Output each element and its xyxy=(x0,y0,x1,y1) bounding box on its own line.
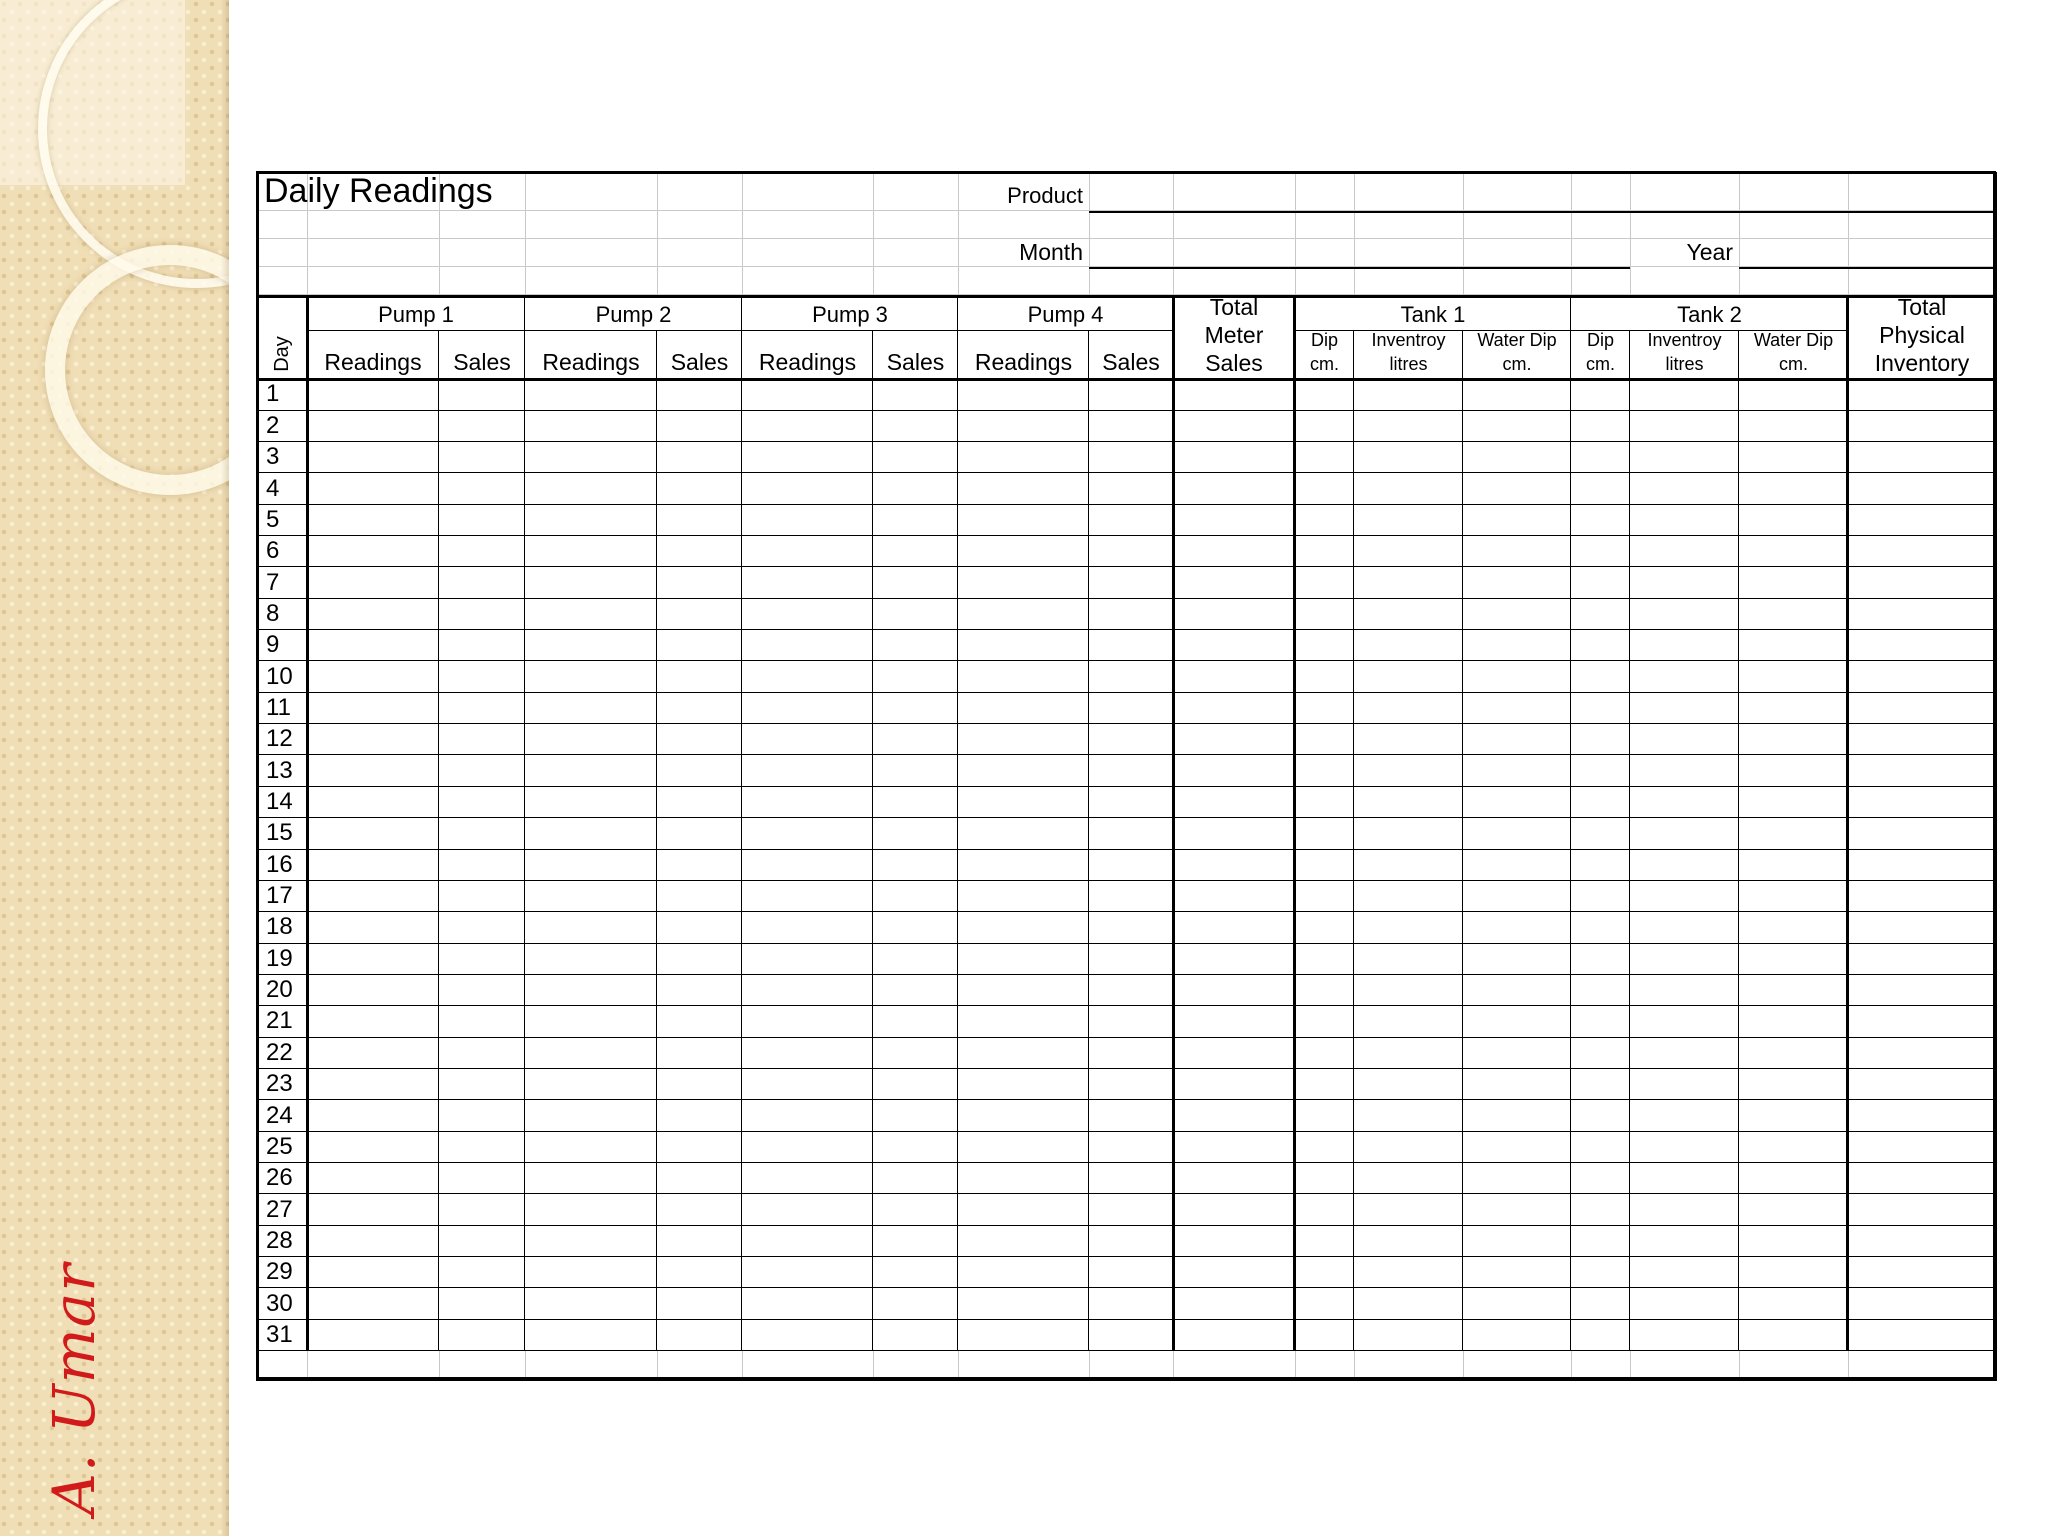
grid-line-light xyxy=(1571,1351,1572,1378)
day-number: 11 xyxy=(266,693,291,721)
form-border-top xyxy=(256,171,1996,174)
row-line xyxy=(256,692,1996,693)
grid-line-light xyxy=(742,1351,743,1378)
pump-2-sales-header: Sales xyxy=(670,349,729,376)
daily-readings-form xyxy=(256,170,1998,1381)
row-line xyxy=(256,441,1996,442)
row-line xyxy=(256,472,1996,473)
day-number: 30 xyxy=(266,1289,293,1317)
grid-line-light xyxy=(439,1351,440,1378)
grid-line-light xyxy=(1630,172,1631,294)
month-label: Month xyxy=(1019,239,1083,266)
row-line xyxy=(256,504,1996,505)
column-line xyxy=(1353,331,1354,1351)
row-line xyxy=(256,629,1996,630)
day-number: 1 xyxy=(266,380,280,408)
day-number: 2 xyxy=(266,411,280,439)
column-line xyxy=(1738,331,1739,1351)
grid-line-light xyxy=(1463,172,1464,294)
grid-line-light xyxy=(1173,172,1174,294)
grid-line-light xyxy=(1354,1351,1355,1378)
day-number: 27 xyxy=(266,1195,293,1223)
column-line xyxy=(1462,331,1463,1351)
decorative-ring-large xyxy=(38,0,229,288)
pump-1-sales-header: Sales xyxy=(453,349,511,376)
day-number: 10 xyxy=(266,662,293,690)
decorative-sidebar xyxy=(0,0,229,1536)
pump-4-sales-header: Sales xyxy=(1102,349,1160,376)
total-meter-sales-header: Sales xyxy=(1205,350,1263,377)
grid-line-light xyxy=(657,1351,658,1378)
tank-1-water-dip-header: cm. xyxy=(1502,354,1532,375)
day-number: 23 xyxy=(266,1070,293,1098)
grid-line-light xyxy=(525,172,526,294)
tank-2-header: Tank 2 xyxy=(1677,301,1742,327)
author-signature: A. Umar xyxy=(40,1263,108,1515)
day-number: 31 xyxy=(266,1320,293,1348)
day-number: 12 xyxy=(266,725,293,753)
column-line xyxy=(872,331,873,1351)
grid-line-light xyxy=(1739,1351,1740,1378)
tank-1-dip-header: Dip xyxy=(1310,330,1338,351)
total-meter-sales-header: Meter xyxy=(1204,322,1264,349)
column-line xyxy=(1629,331,1630,1351)
grid-line-light xyxy=(1848,1351,1849,1378)
day-number: 5 xyxy=(266,505,280,533)
row-line xyxy=(256,1350,1996,1351)
tank-1-header: Tank 1 xyxy=(1400,301,1466,327)
day-number: 7 xyxy=(266,568,280,596)
pump-3-sales-header: Sales xyxy=(886,349,945,376)
grid-line-light xyxy=(307,1351,308,1378)
day-number: 3 xyxy=(266,443,280,471)
row-line xyxy=(256,535,1996,536)
row-line xyxy=(256,1099,1996,1100)
grid-line-light xyxy=(1848,172,1849,294)
row-line xyxy=(256,1319,1996,1320)
row-line xyxy=(256,410,1996,411)
tank-1-dip-header: cm. xyxy=(1310,354,1339,375)
total-physical-inventory-header: Total xyxy=(1897,294,1947,321)
header-bottom-line xyxy=(256,378,1996,381)
day-number: 16 xyxy=(266,850,293,878)
row-line xyxy=(256,786,1996,787)
form-border-bottom xyxy=(256,1377,1996,1381)
row-line xyxy=(256,660,1996,661)
row-line xyxy=(256,911,1996,912)
row-line xyxy=(256,1068,1996,1069)
day-number: 20 xyxy=(266,976,293,1004)
product-label: Product xyxy=(1007,182,1083,208)
row-line xyxy=(256,723,1996,724)
row-line xyxy=(256,1005,1996,1006)
day-number: 18 xyxy=(266,913,293,941)
grid-line-light xyxy=(256,238,1996,239)
column-line xyxy=(1088,331,1089,1351)
form-title: Daily Readings xyxy=(264,172,493,211)
row-line xyxy=(256,1256,1996,1257)
pump-4-readings-header: Readings xyxy=(974,349,1073,376)
pump-4-header: Pump 4 xyxy=(1027,301,1104,327)
row-line xyxy=(256,943,1996,944)
row-line xyxy=(256,598,1996,599)
pump-3-header: Pump 3 xyxy=(812,301,888,327)
day-number: 6 xyxy=(266,537,280,565)
day-number: 24 xyxy=(266,1101,293,1129)
pump-name-divider xyxy=(307,330,1173,331)
grid-line-light xyxy=(1354,172,1355,294)
grid-line-light xyxy=(1463,1351,1464,1378)
total-physical-inventory-header: Physical xyxy=(1879,322,1965,349)
grid-line-light xyxy=(742,172,743,294)
row-line xyxy=(256,817,1996,818)
row-line xyxy=(256,1225,1996,1226)
grid-line-light xyxy=(873,172,874,294)
row-line xyxy=(256,566,1996,567)
year-label: Year xyxy=(1686,239,1733,266)
grid-line-light xyxy=(1739,172,1740,294)
row-line xyxy=(256,1131,1996,1132)
column-line xyxy=(656,331,657,1351)
year-underline xyxy=(1739,267,1996,269)
pump-3-readings-header: Readings xyxy=(758,349,857,376)
tank-2-inventory-header: litres xyxy=(1665,354,1704,375)
grid-line-light xyxy=(525,1351,526,1378)
tank-2-water-dip-header: cm. xyxy=(1779,354,1808,375)
row-line xyxy=(256,1193,1996,1194)
pump-2-readings-header: Readings xyxy=(542,349,640,376)
pump-2-header: Pump 2 xyxy=(595,301,672,327)
row-line xyxy=(256,880,1996,881)
day-number: 29 xyxy=(266,1258,293,1286)
day-column-header: Day xyxy=(271,336,293,372)
day-number: 19 xyxy=(266,944,293,972)
day-number: 13 xyxy=(266,756,293,784)
row-line xyxy=(256,1287,1996,1288)
day-number: 22 xyxy=(266,1038,293,1066)
grid-line-light xyxy=(958,1351,959,1378)
grid-line-light xyxy=(657,172,658,294)
row-line xyxy=(256,974,1996,975)
tank-1-inventory-header: Inventroy xyxy=(1371,330,1446,351)
row-line xyxy=(256,1037,1996,1038)
decorative-ring-small xyxy=(45,245,229,495)
total-meter-sales-header: Total xyxy=(1209,294,1259,321)
tank-2-water-dip-header: Water Dip xyxy=(1753,330,1834,351)
grid-line-light xyxy=(1630,1351,1631,1378)
grid-line-light xyxy=(1173,1351,1174,1378)
grid-line-light xyxy=(1089,1351,1090,1378)
row-line xyxy=(256,849,1996,850)
tank-2-dip-header: Dip xyxy=(1586,330,1614,351)
product-underline xyxy=(1089,211,1996,213)
grid-line-light xyxy=(1089,172,1090,294)
pump-1-readings-header: Readings xyxy=(324,349,422,376)
day-number: 26 xyxy=(266,1164,293,1192)
month-underline xyxy=(1089,267,1630,269)
grid-line-light xyxy=(958,172,959,294)
grid-line-light xyxy=(1571,172,1572,294)
tank-1-water-dip-header: Water Dip xyxy=(1477,330,1557,351)
day-number: 17 xyxy=(266,882,293,910)
tank-1-inventory-header: litres xyxy=(1389,354,1428,375)
day-number: 15 xyxy=(266,819,293,847)
row-line xyxy=(256,1162,1996,1163)
grid-line-light xyxy=(1295,172,1296,294)
grid-line-light xyxy=(873,1351,874,1378)
day-number: 9 xyxy=(266,631,280,659)
tank-2-inventory-header: Inventroy xyxy=(1647,330,1722,351)
day-number: 25 xyxy=(266,1132,293,1160)
row-line xyxy=(256,754,1996,755)
day-number: 14 xyxy=(266,788,293,816)
grid-line-light xyxy=(1295,1351,1296,1378)
pump-1-header: Pump 1 xyxy=(378,301,454,327)
total-physical-inventory-header: Inventory xyxy=(1874,350,1970,377)
column-line xyxy=(438,331,439,1351)
day-number: 4 xyxy=(266,474,280,502)
day-number: 28 xyxy=(266,1226,293,1254)
tank-2-dip-header: cm. xyxy=(1586,354,1615,375)
day-number: 8 xyxy=(266,599,280,627)
day-number: 21 xyxy=(266,1007,293,1035)
